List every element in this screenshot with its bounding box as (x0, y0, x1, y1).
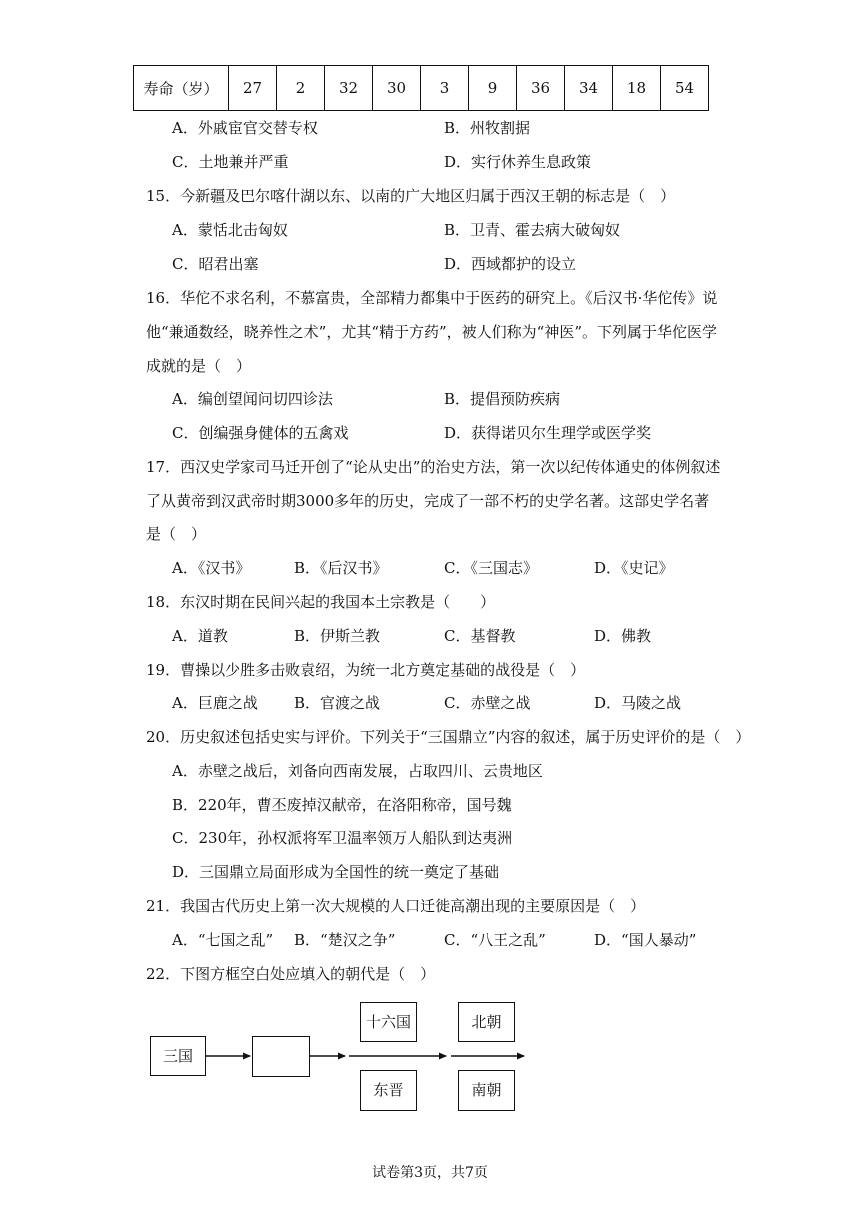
question-stem: 15．今新疆及巴尔喀什湖以东、以南的广大地区归属于西汉王朝的标志是（ ） (146, 187, 676, 205)
table-cell: 2 (277, 66, 325, 111)
question-stem: 16．华佗不求名利，不慕富贵，全部精力都集中于医药的研究上。《后汉书·华佗传》说 (146, 289, 718, 307)
option-a: A．赤壁之战后，刘备向西南发展，占取四川、云贵地区 (172, 762, 543, 780)
option-a: A．巨鹿之战 (172, 694, 258, 712)
option-a: A．《汉书》 (172, 559, 251, 577)
option-a: A．编创望闻问切四诊法 (172, 390, 333, 408)
question-stem: 21．我国古代历史上第一次大规模的人口迁徙高潮出现的主要原因是（ ） (146, 897, 646, 915)
option-d: D．实行休养生息政策 (444, 153, 592, 171)
option-c: C．昭君出塞 (172, 255, 259, 273)
option-b: B．卫青、霍去病大破匈奴 (444, 221, 621, 239)
page-footer: 试卷第3页，共7页 (372, 1165, 488, 1181)
box-three-kingdoms: 三国 (150, 1036, 206, 1076)
table-header-cell: 寿命（岁） (134, 66, 229, 111)
option-b: B．《后汉书》 (294, 559, 388, 577)
table-cell: 54 (661, 66, 709, 111)
option-d: D．“国人暴动” (594, 931, 697, 949)
table-cell: 18 (613, 66, 661, 111)
option-b: B．220年，曹丕废掉汉献帝，在洛阳称帝，国号魏 (172, 796, 512, 814)
question-stem: 19．曹操以少胜多击败袁绍，为统一北方奠定基础的战役是（ ） (146, 661, 586, 679)
option-c: C．《三国志》 (444, 559, 538, 577)
option-c: C．“八王之乱” (444, 931, 546, 949)
box-southern-dynasties: 南朝 (458, 1070, 515, 1111)
question-stem: 17．西汉史学家司马迁开创了“论从史出”的治史方法，第一次以纪传体通史的体例叙述 (146, 458, 721, 476)
box-eastern-jin: 东晋 (360, 1070, 417, 1111)
option-b: B．州牧割据 (444, 119, 531, 137)
lifespan-table (133, 65, 709, 111)
table-cell: 9 (469, 66, 517, 111)
option-b: B．伊斯兰教 (294, 627, 381, 645)
question-stem: 了从黄帝到汉武帝时期3000多年的历史，完成了一部不朽的史学名著。这部史学名著 (146, 492, 710, 510)
option-b: B．提倡预防疾病 (444, 390, 561, 408)
question-stem: 18．东汉时期在民间兴起的我国本土宗教是（ ） (146, 593, 496, 611)
option-a: A．蒙恬北击匈奴 (172, 221, 288, 239)
table-cell: 27 (229, 66, 277, 111)
option-d: D．马陵之战 (594, 694, 682, 712)
option-a: A．道教 (172, 627, 228, 645)
option-d: D．《史记》 (594, 559, 674, 577)
option-c: C．基督教 (444, 627, 516, 645)
option-a: A．外戚宦官交替专权 (172, 119, 318, 137)
option-c: C．230年，孙权派将军卫温率领万人船队到达夷洲 (172, 829, 513, 847)
table-cell: 32 (325, 66, 373, 111)
option-d: D．西域都护的设立 (444, 255, 577, 273)
option-d: D．佛教 (594, 627, 652, 645)
table-cell: 3 (421, 66, 469, 111)
question-stem: 20．历史叙述包括史实与评价。下列关于“三国鼎立”内容的叙述，属于历史评价的是（ ） (146, 728, 751, 746)
table-cell: 34 (565, 66, 613, 111)
option-b: B．“楚汉之争” (294, 931, 396, 949)
table-row (134, 66, 709, 111)
option-c: C．创编强身健体的五禽戏 (172, 424, 349, 442)
box-sixteen-kingdoms: 十六国 (360, 1002, 417, 1042)
table-cell: 30 (373, 66, 421, 111)
question-stem: 成就的是（ ） (146, 357, 252, 375)
option-b: B．官渡之战 (294, 694, 381, 712)
question-stem: 他“兼通数经，晓养性之术”，尤其“精于方药”，被人们称为“神医”。下列属于华佗医学 (146, 323, 718, 341)
option-d: D．三国鼎立局面形成为全国性的统一奠定了基础 (172, 863, 500, 881)
question-stem: 22．下图方框空白处应填入的朝代是（ ） (146, 965, 436, 983)
question-stem: 是（ ） (146, 525, 207, 543)
table-cell: 36 (517, 66, 565, 111)
option-a: A．“七国之乱” (172, 931, 274, 949)
box-northern-dynasties: 北朝 (458, 1002, 515, 1042)
option-d: D．获得诺贝尔生理学或医学奖 (444, 424, 652, 442)
box-blank (252, 1036, 310, 1077)
option-c: C．赤壁之战 (444, 694, 531, 712)
option-c: C．土地兼并严重 (172, 153, 289, 171)
